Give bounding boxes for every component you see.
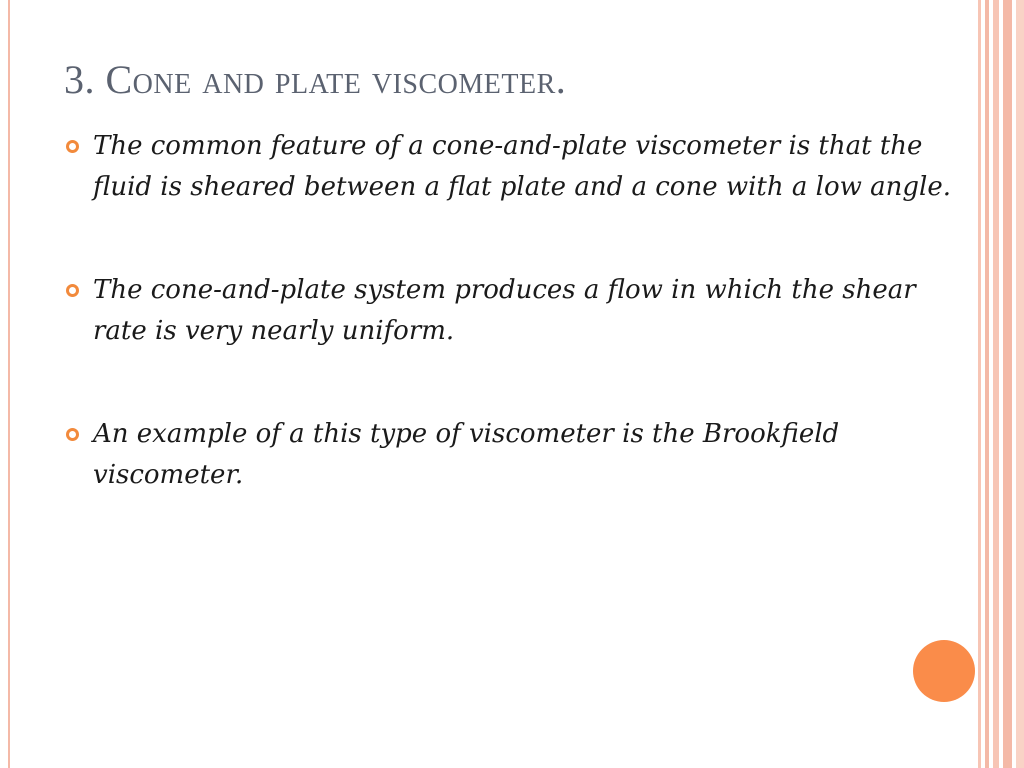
bullet-text: The common feature of a cone-and-plate viscometer is that the fluid is sheared between a flat plate and a cone with a low angle.: [93, 131, 951, 202]
slide-title: 3. Cone and plate viscometer.: [64, 57, 567, 102]
bullet-text: An example of a this type of viscometer is the Brookfield viscometer.: [93, 419, 840, 490]
bullet-item: [64, 270, 964, 352]
bullet-item: [64, 414, 964, 496]
bullet-list: [64, 126, 964, 558]
orange-circle-decoration: [913, 640, 975, 702]
right-stripe: [978, 0, 981, 768]
ring-bullet-icon: [66, 428, 79, 441]
left-border-line: [8, 0, 10, 768]
ring-bullet-icon: [66, 140, 79, 153]
right-stripe: [1016, 0, 1024, 768]
right-stripe: [985, 0, 989, 768]
right-stripe: [1003, 0, 1012, 768]
right-stripe: [993, 0, 999, 768]
ring-bullet-icon: [66, 284, 79, 297]
bullet-item: [64, 126, 964, 208]
bullet-text: The cone-and-plate system produces a flow in which the shear rate is very nearly uniform.: [93, 275, 916, 346]
